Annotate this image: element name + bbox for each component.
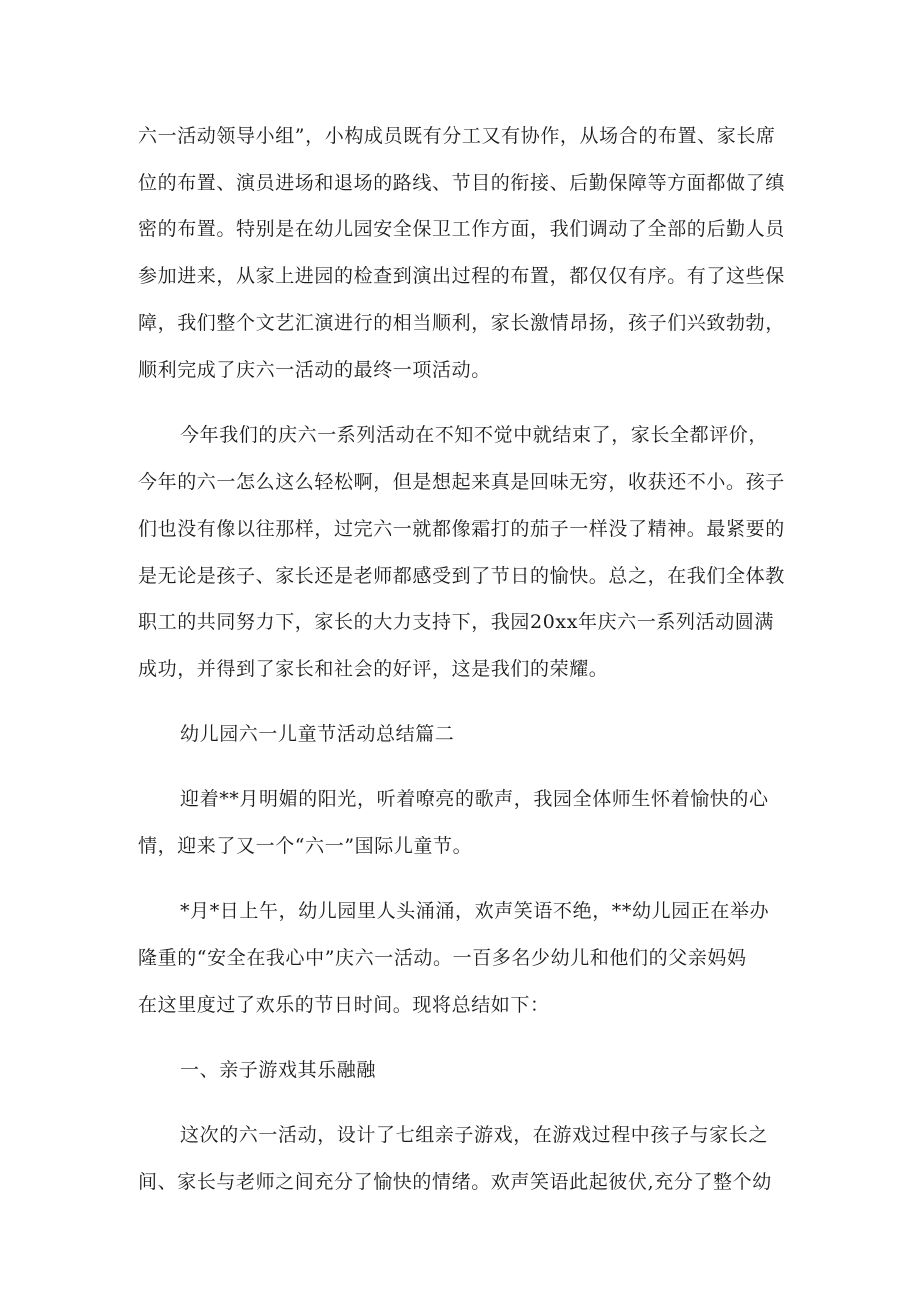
paragraph-2-line-4: 是无论是孩子、家长还是老师都感受到了节日的愉快。总之，在我们全体教 — [138, 565, 785, 587]
paragraph-1-line-1: 六一活动领导小组”，小构成员既有分工又有协作，从场合的布置、家长席 — [138, 125, 776, 147]
paragraph-3-line-2: 情，迎来了又一个“六一”国际儿童节。 — [138, 835, 473, 857]
paragraph-2-line-3: 们也没有像以往那样，过完六一就都像霜打的茄子一样没了精神。最紧要的 — [138, 518, 785, 540]
paragraph-3-line-1: 迎着**月明媚的阳光，听着嘹亮的歌声，我园全体师生怀着愉快的心 — [180, 788, 769, 810]
paragraph-2-line-6: 成功，并得到了家长和社会的好评，这是我们的荣耀。 — [138, 658, 609, 680]
paragraph-4-line-1: *月*日上午，幼儿园里人头涌涌，欢声笑语不绝，**幼儿园正在举办 — [180, 900, 770, 922]
paragraph-5-line-1: 这次的六一活动，设计了七组亲子游戏，在游戏过程中孩子与家长之 — [180, 1124, 769, 1146]
subheading-parent-child-games: 一、亲子游戏其乐融融 — [180, 1059, 377, 1081]
paragraph-2-line-5: 职工的共同努力下，家长的大力支持下，我园20xx年庆六一系列活动圆满 — [138, 611, 775, 633]
paragraph-1-line-5: 障，我们整个文艺汇演进行的相当顺利，家长激情昂扬，孩子们兴致勃勃， — [138, 312, 785, 334]
paragraph-2-line-1: 今年我们的庆六一系列活动在不知不觉中就结束了，家长全都评价， — [180, 424, 769, 446]
paragraph-1-line-2: 位的布置、演员进场和退场的路线、节目的衔接、后勤保障等方面都做了缜 — [138, 172, 785, 194]
paragraph-4-line-3: 在这里度过了欢乐的节日时间。现将总结如下： — [138, 994, 550, 1016]
section-heading-part-two: 幼儿园六一儿童节活动总结篇二 — [180, 723, 455, 745]
paragraph-4-line-2: 隆重的“安全在我心中”庆六一活动。一百多名少幼儿和他们的父亲妈妈 — [138, 947, 747, 969]
paragraph-1-line-6: 顺利完成了庆六一活动的最终一项活动。 — [138, 359, 491, 381]
paragraph-5-line-2: 间、家长与老师之间充分了愉快的情绪。欢声笑语此起彼伏,充分了整个幼 — [138, 1171, 772, 1193]
paragraph-1-line-3: 密的布置。特别是在幼儿园安全保卫工作方面，我们调动了全部的后勤人员 — [138, 218, 785, 240]
paragraph-2-line-2: 今年的六一怎么这么轻松啊，但是想起来真是回味无穷，收获还不小。孩子 — [138, 471, 785, 493]
paragraph-1-line-4: 参加进来，从家上进园的检查到演出过程的布置，都仅仅有序。有了这些保 — [138, 265, 785, 287]
